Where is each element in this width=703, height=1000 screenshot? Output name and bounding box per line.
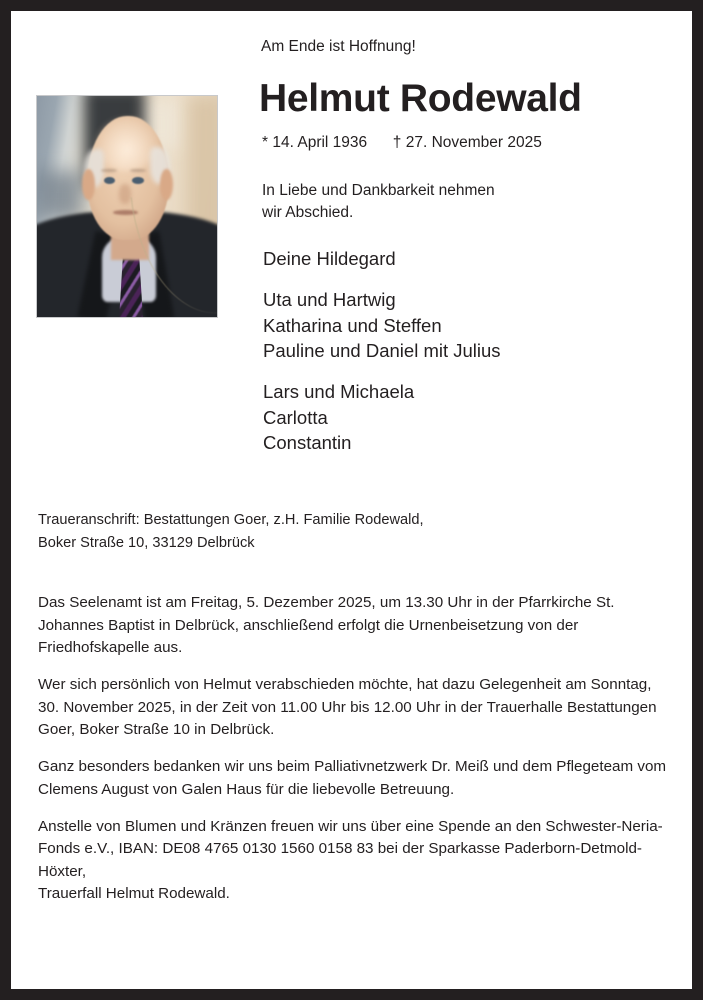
obituary-body [11, 592, 692, 905]
mourner-group [263, 287, 682, 363]
birth-symbol: * [262, 133, 269, 151]
life-dates [252, 120, 682, 153]
obituary-headline-block [252, 11, 682, 455]
death-symbol: † [392, 133, 402, 151]
donation-paragraph [38, 816, 670, 905]
portrait-eye-left [104, 177, 116, 184]
mourner-group [263, 246, 682, 271]
farewell-text [252, 153, 682, 224]
mourner-line: Carlotta [263, 406, 328, 428]
portrait-photo [36, 95, 218, 318]
obituary-page [11, 11, 692, 989]
portrait-nose [119, 184, 132, 204]
thanks-paragraph: Ganz besonders bedanken wir uns beim Palliativnetzwerk Dr. Meiß und dem Pflegeteam vom Clemens August von Galen Haus für die liebevolle Betreuung. [38, 758, 667, 798]
mourner-line: Katharina und Steffen [263, 314, 442, 336]
motto-text: Am Ende ist Hoffnung! [261, 38, 416, 55]
death-date: 27. November 2025 [405, 133, 542, 151]
mourner-group [263, 379, 682, 455]
portrait-eye-right [132, 177, 144, 184]
address-line-1: Traueranschrift: Bestattungen Goer, z.H. Familie Rodewald, [38, 512, 424, 528]
mourner-line: Uta und Hartwig [263, 289, 396, 311]
mourner-line: Pauline und Daniel mit Julius [263, 339, 501, 361]
mourner-line: Lars und Michaela [263, 381, 415, 403]
birth-date: 14. April 1936 [272, 133, 368, 151]
mourning-address [11, 509, 692, 554]
obituary-header-area [11, 11, 692, 453]
farewell-line-2: wir Abschied. [262, 203, 354, 221]
mourners-list [252, 224, 682, 455]
service-paragraph: Das Seelenamt ist am Freitag, 5. Dezember 2025, um 13.30 Uhr in der Pfarrkirche St. Johannes Baptist in Delbrück, anschließend erfolgt die Urnenbeisetzung von der Friedhofskapelle aus. [38, 594, 615, 656]
portrait-image-canvas [37, 96, 217, 317]
mourner-line: Constantin [263, 431, 352, 453]
donation-text: Anstelle von Blumen und Kränzen freuen wir uns über eine Spende an den Schwester-Neria-Fonds e.V., IBAN: DE08 4765 0130 1560 0158 83 bei der Sparkasse Paderborn-Detmold-Höxter, [38, 817, 663, 880]
portrait-ear-left [82, 169, 95, 200]
portrait-forehead-highlight [96, 118, 157, 171]
deceased-name: Helmut Rodewald [259, 77, 582, 121]
visitation-paragraph: Wer sich persönlich von Helmut verabschieden möchte, hat dazu Gelegenheit am Sonntag, 30. November 2025, in der Zeit von 11.00 Uhr bis 12.00 Uhr in der Trauerhalle Bestattungen Goer, Boker Straße 10 in Delbrück. [38, 676, 657, 738]
address-line-2: Boker Straße 10, 33129 Delbrück [38, 534, 255, 551]
photo-background-grey-shape [37, 171, 84, 220]
donation-reference: Trauerfall Helmut Rodewald. [38, 885, 230, 902]
mourner-line: Deine Hildegard [263, 247, 396, 269]
farewell-line-1: In Liebe und Dankbarkeit nehmen [262, 181, 495, 199]
